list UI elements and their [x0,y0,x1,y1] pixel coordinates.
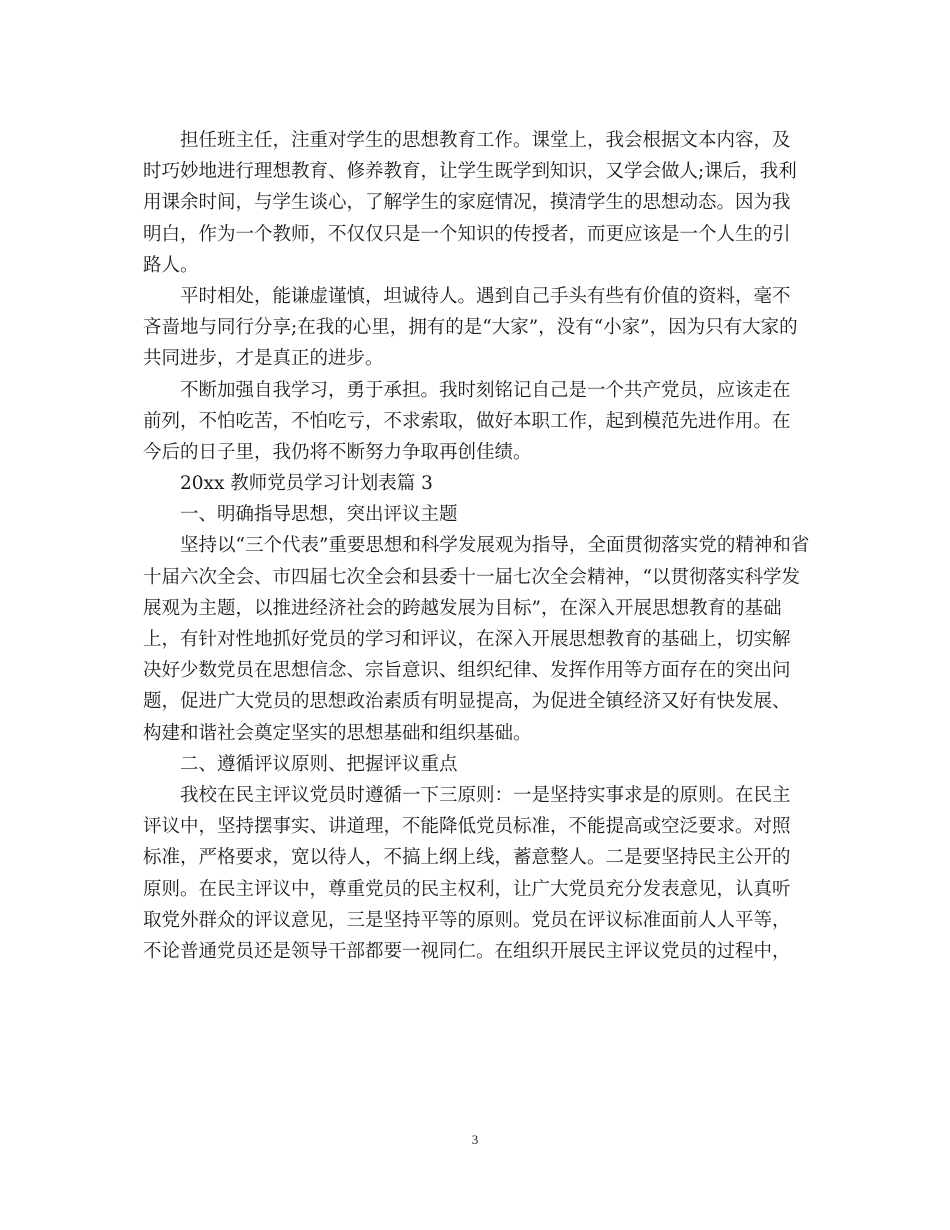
text-line: 明白，作为一个教师，不仅仅只是一个知识的传授者，而更应该是一个人生的引 [143,223,791,245]
text-line: 标准，严格要求，宽以待人，不搞上纲上线，蓄意整人。二是要坚持民主公开的 [143,847,791,869]
text-line: 十届六次全会、市四届七次全会和县委十一届七次全会精神，“以贯彻落实科学发 [143,566,800,588]
text-line: 坚持以“三个代表”重要思想和科学发展观为指导，全面贯彻落实党的精神和省 [180,535,810,557]
text-line: 路人。 [143,254,199,276]
text-line: 用课余时间，与学生谈心，了解学生的家庭情况，摸清学生的思想动态。因为我 [143,192,791,214]
section-heading: 20xx 教师党员学习计划表篇 3 [180,473,433,495]
text-line: 不断加强自我学习，勇于承担。我时刻铭记自己是一个共产党员，应该走在 [180,379,791,401]
section-heading: 二、遵循评议原则、把握评议重点 [180,753,458,775]
text-line: 时巧妙地进行理想教育、修养教育，让学生既学到知识，又学会做人;课后，我利 [143,161,797,183]
text-line: 展观为主题，以推进经济社会的跨越发展为目标”，在深入开展思想教育的基础 [143,597,782,619]
text-line: 构建和谐社会奠定坚实的思想基础和组织基础。 [143,722,532,744]
text-line: 共同进步，才是真正的进步。 [143,348,384,370]
text-line: 题，促进广大党员的思想政治素质有明显提高，为促进全镇经济又好有快发展、 [143,691,791,713]
text-line: 决好少数党员在思想信念、宗旨意识、组织纪律、发挥作用等方面存在的突出问 [143,660,791,682]
text-line: 评议中，坚持摆事实、讲道理，不能降低党员标准，不能提高或空泛要求。对照 [143,816,791,838]
section-heading: 一、明确指导思想，突出评议主题 [180,504,458,526]
text-line: 上，有针对性地抓好党员的学习和评议，在深入开展思想教育的基础上，切实解 [143,629,791,650]
text-line: 不论普通党员还是领导干部都要一视同仁。在组织开展民主评议党员的过程中， [143,940,791,962]
text-line: 平时相处，能谦虚谨慎，坦诚待人。遇到自己手头有些有价值的资料，毫不 [180,285,791,307]
text-line: 今后的日子里，我仍将不断努力争取再创佳绩。 [143,441,532,463]
text-line: 取党外群众的评议意见，三是坚持平等的原则。党员在评议标准面前人人平等， [143,909,791,931]
text-line: 吝啬地与同行分享;在我的心里，拥有的是“大家”，没有“小家”，因为只有大家的 [143,317,798,339]
text-line: 前列，不怕吃苦，不怕吃亏，不求索取，做好本职工作，起到模范先进作用。在 [143,410,791,432]
text-line: 我校在民主评议党员时遵循一下三原则：一是坚持实事求是的原则。在民主 [180,784,791,806]
body-text [143,125,810,967]
page-number: 3 [471,1132,479,1147]
text-line: 担任班主任，注重对学生的思想教育工作。课堂上，我会根据文本内容，及 [180,130,791,151]
text-line: 原则。在民主评议中，尊重党员的民主权利，让广大党员充分发表意见，认真听 [143,878,791,900]
